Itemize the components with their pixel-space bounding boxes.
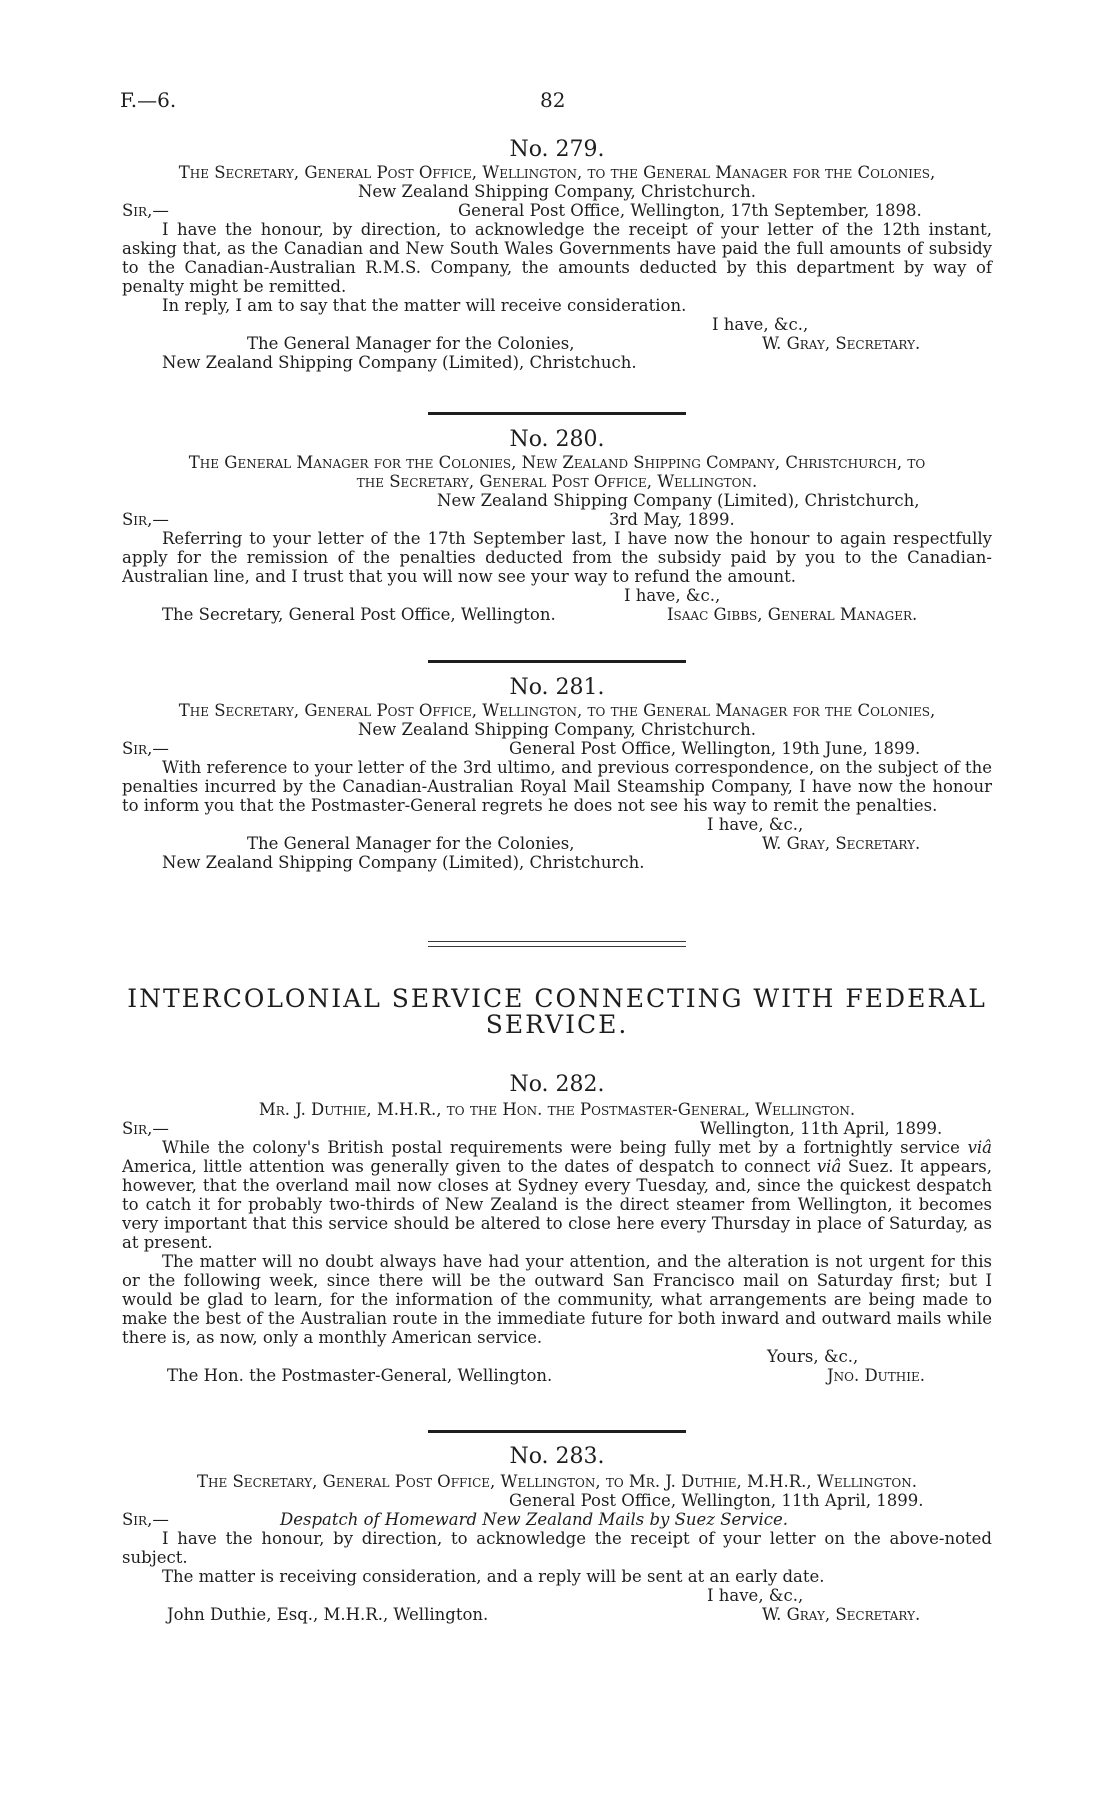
closing: I have, &c., xyxy=(707,1586,804,1605)
letter-paragraph: I have the honour, by direction, to acknowledge the receipt of your letter on the above-noted subject. xyxy=(122,1529,992,1567)
salutation: Sir,— xyxy=(122,510,169,529)
sender-address: New Zealand Shipping Company (Limited), Christchurch, xyxy=(437,491,920,510)
letter-283 xyxy=(122,1444,992,1624)
closing: I have, &c., xyxy=(707,815,804,834)
italic-term: viâ xyxy=(967,1138,993,1157)
addressee: The General Manager for the Colonies, xyxy=(247,334,575,353)
letter-paragraph: Referring to your letter of the 17th September last, I have now the honour to again respectfully apply for the remission of the penalties deducted from the subsidy paid by you to the Canadian-Australian line, and I trust that you will now see your way to refund the amount. xyxy=(122,529,992,586)
salutation: Sir,— xyxy=(122,1119,169,1138)
letter-heading-cont: the Secretary, General Post Office, Wellington. xyxy=(356,472,758,491)
salutation: Sir,— xyxy=(122,201,169,220)
letter-282 xyxy=(122,1072,992,1385)
letter-paragraph: In reply, I am to say that the matter will receive consideration. xyxy=(162,296,687,315)
letter-heading: Mr. J. Duthie, M.H.R., to the Hon. the Postmaster-General, Wellington. xyxy=(258,1100,856,1119)
letter-paragraph xyxy=(122,1138,992,1252)
page-reference: F.—6. xyxy=(120,88,177,112)
section-divider xyxy=(428,660,686,663)
section-title-cont: SERVICE. xyxy=(485,1010,629,1039)
letter-number: No. 280. xyxy=(509,427,605,452)
letter-279 xyxy=(122,137,992,372)
section-divider xyxy=(428,412,686,415)
closing: Yours, &c., xyxy=(767,1347,859,1366)
letter-number: No. 283. xyxy=(509,1444,605,1469)
signature: W. Gray, Secretary. xyxy=(762,834,921,853)
text-run: Suez. It appears, however, that the overland mail now closes at Sydney every Tuesday, and, since the quickest despatch to catch it for probably two-thirds of New Zealand is the direct steamer from Wellington, it becomes very important that this service should be altered to close here every Thursday in place of Saturday, as at present. xyxy=(122,1157,993,1252)
letter-heading-cont: New Zealand Shipping Company, Christchurch. xyxy=(357,182,757,201)
signature: Jno. Duthie. xyxy=(827,1366,925,1385)
section-title: INTERCOLONIAL SERVICE CONNECTING WITH FEDERAL xyxy=(127,984,987,1013)
addressee: The Hon. the Postmaster-General, Wellington. xyxy=(167,1366,553,1385)
sender-address: Wellington, 11th April, 1899. xyxy=(700,1119,943,1138)
letter-subject: Despatch of Homeward New Zealand Mails by Suez Service. xyxy=(280,1510,789,1529)
letter-280 xyxy=(122,427,992,624)
sender-address: General Post Office, Wellington, 11th April, 1899. xyxy=(509,1491,924,1510)
letter-number: No. 279. xyxy=(509,137,605,162)
page-number: 82 xyxy=(540,88,566,112)
closing: I have, &c., xyxy=(624,586,721,605)
letter-heading: The Secretary, General Post Office, Wellington, to the General Manager for the Colonies, xyxy=(178,163,936,182)
letter-paragraph: I have the honour, by direction, to acknowledge the receipt of your letter of the 12th instant, asking that, as the Canadian and New South Wales Governments have paid the full amounts of subsidy to the Canadian-Australian R.M.S. Company, the amounts deducted by this department by way of penalty might be remitted. xyxy=(122,220,992,296)
letter-281 xyxy=(122,675,992,872)
salutation: Sir,— xyxy=(122,1510,169,1529)
letter-heading: The Secretary, General Post Office, Wellington, to Mr. J. Duthie, M.H.R., Wellington. xyxy=(197,1472,917,1491)
letter-number: No. 282. xyxy=(509,1072,605,1097)
addressee: New Zealand Shipping Company (Limited), Christchurch. xyxy=(162,853,645,872)
letter-paragraph: The matter is receiving consideration, and a reply will be sent at an early date. xyxy=(162,1567,825,1586)
sender-address: General Post Office, Wellington, 17th September, 1898. xyxy=(458,201,922,220)
sender-date: 3rd May, 1899. xyxy=(609,510,735,529)
addressee: The Secretary, General Post Office, Wellington. xyxy=(162,605,556,624)
double-rule-top xyxy=(428,941,686,942)
text-run: While the colony's British postal requirements were being fully met by a fortnightly service xyxy=(162,1138,960,1157)
italic-term: viâ xyxy=(816,1157,842,1176)
addressee: New Zealand Shipping Company (Limited), Christchuch. xyxy=(162,353,637,372)
section-divider xyxy=(428,1430,686,1433)
closing: I have, &c., xyxy=(712,315,809,334)
addressee: John Duthie, Esq., M.H.R., Wellington. xyxy=(167,1605,489,1624)
sender-address: General Post Office, Wellington, 19th June, 1899. xyxy=(509,739,921,758)
salutation: Sir,— xyxy=(122,739,169,758)
signature: W. Gray, Secretary. xyxy=(762,334,921,353)
letter-heading: The General Manager for the Colonies, New Zealand Shipping Company, Christchurch, to xyxy=(188,453,926,472)
addressee: The General Manager for the Colonies, xyxy=(247,834,575,853)
letter-heading: The Secretary, General Post Office, Wellington, to the General Manager for the Colonies, xyxy=(178,701,936,720)
signature: Isaac Gibbs, General Manager. xyxy=(667,605,918,624)
letter-paragraph: The matter will no doubt always have had your attention, and the alteration is not urgent for this or the following week, since there will be the outward San Francisco mail on Saturday first; but I would be glad to learn, for the information of the community, what arrangements are being made to make the best of the Australian route in the immediate future for both inward and outward mails while there is, as now, only a monthly American service. xyxy=(122,1252,992,1347)
text-run: America, little attention was generally given to the dates of despatch to connect xyxy=(122,1157,811,1176)
double-rule-bottom xyxy=(428,946,686,947)
letter-heading-cont: New Zealand Shipping Company, Christchurch. xyxy=(357,720,757,739)
signature: W. Gray, Secretary. xyxy=(762,1605,921,1624)
letter-paragraph: With reference to your letter of the 3rd ultimo, and previous correspondence, on the subject of the penalties incurred by the Canadian-Australian Royal Mail Steamship Company, I have now the honour to inform you that the Postmaster-General regrets he does not see his way to remit the penalties. xyxy=(122,758,992,815)
letter-number: No. 281. xyxy=(509,675,605,700)
